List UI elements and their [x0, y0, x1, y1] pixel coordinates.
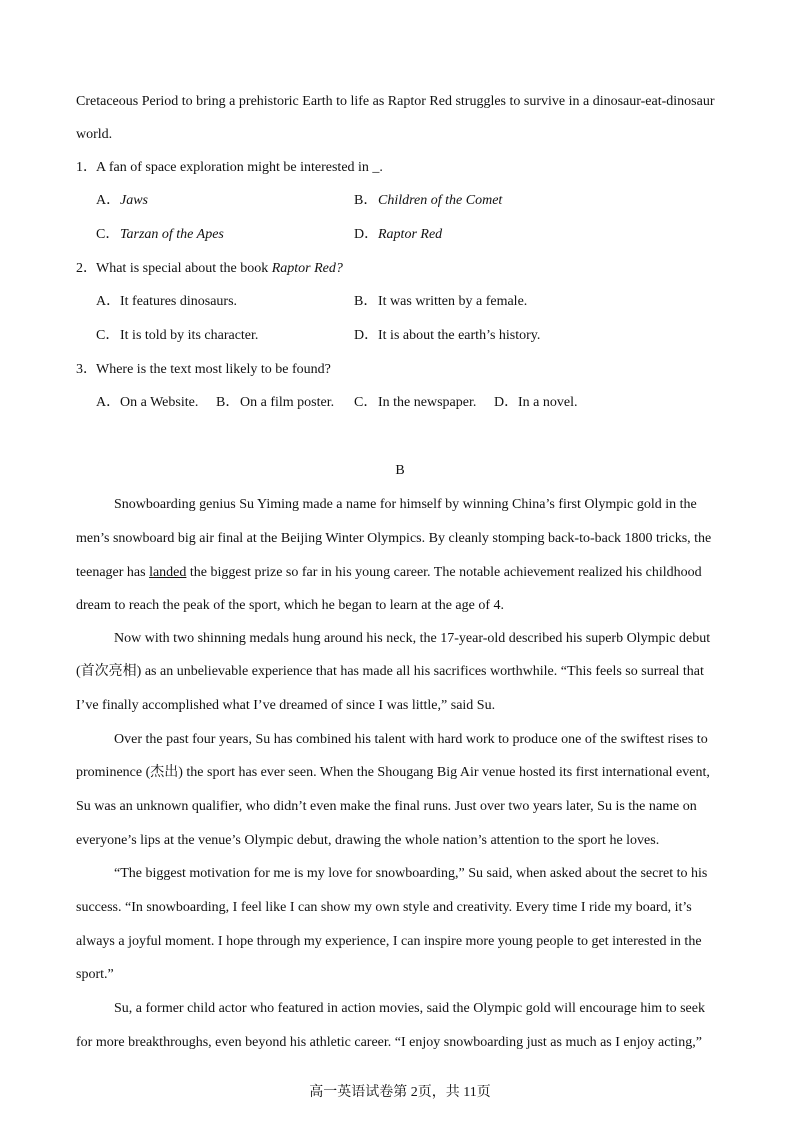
- option-letter: D．: [354, 328, 379, 343]
- option-letter: A．: [96, 395, 121, 410]
- question-1: [76, 159, 724, 177]
- passage-b-line: Over the past four years, Su has combined his talent with hard work to produce one of the swiftest rises to: [114, 732, 708, 747]
- passage-a-text-line: Cretaceous Period to bring a prehistoric Earth to life as Raptor Red struggles to survive in a dinosaur-eat-dinosaur: [76, 94, 715, 109]
- passage-b-line: always a joyful moment. I hope through my experience, I can inspire more young people to get interested in the: [76, 934, 702, 949]
- passage-b-text: teenager has: [76, 565, 150, 580]
- option-text: On a Website.: [120, 395, 199, 410]
- question-number: 3．: [76, 362, 97, 377]
- option-letter: B．: [216, 395, 240, 410]
- passage-b-line: sport.”: [76, 967, 114, 982]
- option-text: It features dinosaurs.: [120, 294, 238, 309]
- passage-b-line: success. “In snowboarding, I feel like I can show my own style and creativity. Every time I ride my board, it’s: [76, 900, 692, 915]
- option-2b[interactable]: [354, 293, 527, 311]
- underlined-word: landed: [149, 565, 187, 580]
- passage-b-line: (首次亮相) as an unbelievable experience that has made all his sacrifices worthwhile. “This feels so surreal that: [76, 664, 704, 679]
- option-letter: D．: [494, 395, 519, 410]
- question-number: 2．: [76, 261, 97, 276]
- passage-a-text-line: world.: [76, 127, 113, 142]
- passage-b-line: Su, a former child actor who featured in action movies, said the Olympic gold will encourage him to seek: [114, 1001, 705, 1016]
- question-3: [76, 361, 724, 379]
- option-3b[interactable]: [216, 394, 334, 412]
- option-text: On a film poster.: [240, 395, 335, 410]
- option-letter: B．: [354, 193, 378, 208]
- option-text: In a novel.: [518, 395, 578, 410]
- option-text: Children of the Comet: [378, 193, 503, 208]
- option-1a[interactable]: [96, 192, 148, 210]
- question-stem: A fan of space exploration might be interested in _.: [96, 160, 383, 175]
- option-text: It is about the earth’s history.: [378, 328, 541, 343]
- passage-b-line: prominence (杰出) the sport has ever seen. When the Shougang Big Air venue hosted its first international event,: [76, 765, 710, 780]
- option-letter: B．: [354, 294, 378, 309]
- question-stem-book-title: Raptor Red?: [271, 261, 343, 276]
- passage-b-line: Su was an unknown qualifier, who didn’t even make the final runs. Just over two years later, Su is the name on: [76, 799, 697, 814]
- question-number: 1．: [76, 160, 97, 175]
- option-3c[interactable]: [354, 394, 476, 412]
- option-letter: A．: [96, 294, 121, 309]
- option-2a[interactable]: [96, 293, 237, 311]
- question-stem: Where is the text most likely to be found?: [96, 362, 331, 377]
- option-letter: C．: [354, 395, 378, 410]
- passage-b-line: men’s snowboard big air final at the Beijing Winter Olympics. By cleanly stomping back-to-back 1800 tricks, the: [76, 531, 712, 546]
- option-1b[interactable]: [354, 192, 502, 210]
- option-1c[interactable]: [96, 226, 224, 244]
- passage-b-line: I’ve finally accomplished what I’ve dreamed of since I was little,” said Su.: [76, 698, 496, 713]
- passage-b-line: “The biggest motivation for me is my love for snowboarding,” Su said, when asked about the secret to his: [114, 866, 708, 881]
- passage-b-line: for more breakthroughs, even beyond his athletic career. “I enjoy snowboarding just as much as I enjoy acting,”: [76, 1035, 702, 1050]
- option-text: In the newspaper.: [378, 395, 477, 410]
- section-heading: B: [395, 463, 405, 478]
- passage-b-line: dream to reach the peak of the sport, which he began to learn at the age of 4.: [76, 598, 504, 613]
- question-stem: What is special about the book: [96, 261, 272, 276]
- option-letter: C．: [96, 227, 120, 242]
- page-footer: 高一英语试卷第 2页，共 11页: [309, 1085, 491, 1100]
- passage-b-text: the biggest prize so far in his young career. The notable achievement realized his childhood: [186, 565, 702, 580]
- option-text: Raptor Red: [378, 227, 443, 242]
- question-2: [76, 260, 724, 278]
- option-3d[interactable]: [494, 394, 577, 412]
- option-letter: C．: [96, 328, 120, 343]
- option-text: It is told by its character.: [120, 328, 259, 343]
- option-2c[interactable]: [96, 327, 258, 345]
- option-letter: D．: [354, 227, 379, 242]
- passage-b-line: Snowboarding genius Su Yiming made a name for himself by winning China’s first Olympic gold in the: [114, 497, 697, 512]
- option-3a[interactable]: [96, 394, 198, 412]
- option-text: Jaws: [120, 193, 148, 208]
- passage-b-line: [76, 564, 724, 582]
- option-1d[interactable]: [354, 226, 442, 244]
- passage-b-line: everyone’s lips at the venue’s Olympic debut, drawing the whole nation’s attention to the sport he loves.: [76, 833, 660, 848]
- option-2d[interactable]: [354, 327, 540, 345]
- option-text: Tarzan of the Apes: [120, 227, 224, 242]
- passage-b-line: Now with two shinning medals hung around his neck, the 17-year-old described his superb Olympic debut: [114, 631, 711, 646]
- option-text: It was written by a female.: [378, 294, 528, 309]
- option-letter: A．: [96, 193, 121, 208]
